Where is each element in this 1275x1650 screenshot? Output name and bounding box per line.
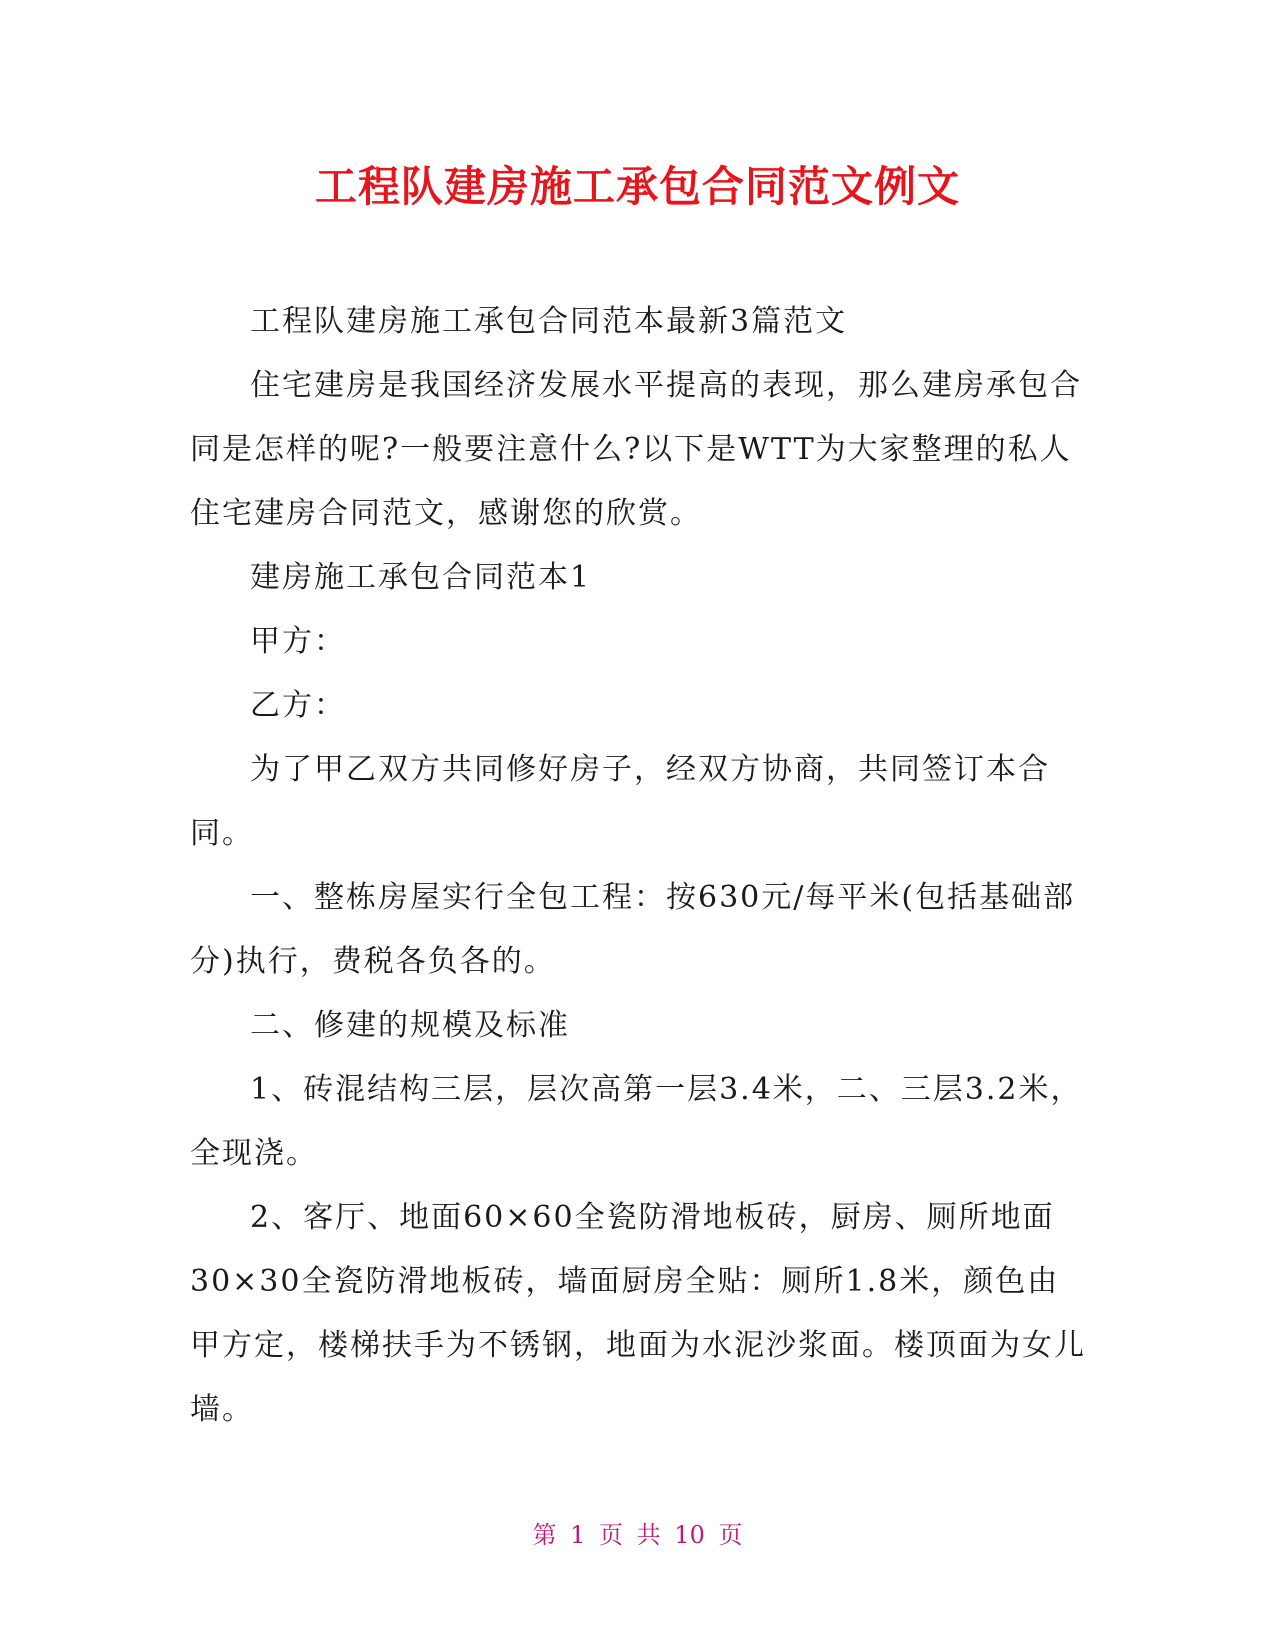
paragraph-item-1: 1、砖混结构三层，层次高第一层3.4米，二、三层3.2米，全现浇。	[190, 1072, 1083, 1171]
paragraph-party-a: 甲方：	[250, 624, 346, 659]
paragraph-clause-2-heading: 二、修建的规模及标准	[250, 1008, 570, 1043]
paragraph-party-b: 乙方：	[250, 688, 346, 723]
document-title: 工程队建房施工承包合同范文例文	[314, 162, 960, 211]
document-body	[190, 290, 1090, 1442]
paragraph-template-heading: 建房施工承包合同范本1	[250, 560, 592, 595]
paragraph-intro: 住宅建房是我国经济发展水平提高的表现，那么建房承包合同是怎样的呢?一般要注意什么?以下是WTT为大家整理的私人住宅建房合同范文，感谢您的欣赏。	[190, 368, 1082, 531]
paragraph-clause-1: 一、整栋房屋实行全包工程：按630元/每平米(包括基础部分)执行，费税各负各的。	[190, 880, 1076, 979]
paragraph-purpose: 为了甲乙双方共同修好房子，经双方协商，共同签订本合同。	[190, 752, 1050, 851]
page-number-footer: 第 1 页 共 10 页	[532, 1521, 743, 1549]
paragraph-subtitle: 工程队建房施工承包合同范本最新3篇范文	[250, 304, 848, 339]
paragraph-item-2: 2、客厅、地面60×60全瓷防滑地板砖，厨房、厕所地面30×30全瓷防滑地板砖，墙面厨房全贴：厕所1.8米，颜色由甲方定，楼梯扶手为不锈钢，地面为水泥沙浆面。楼顶面为女儿墙。	[190, 1200, 1086, 1427]
